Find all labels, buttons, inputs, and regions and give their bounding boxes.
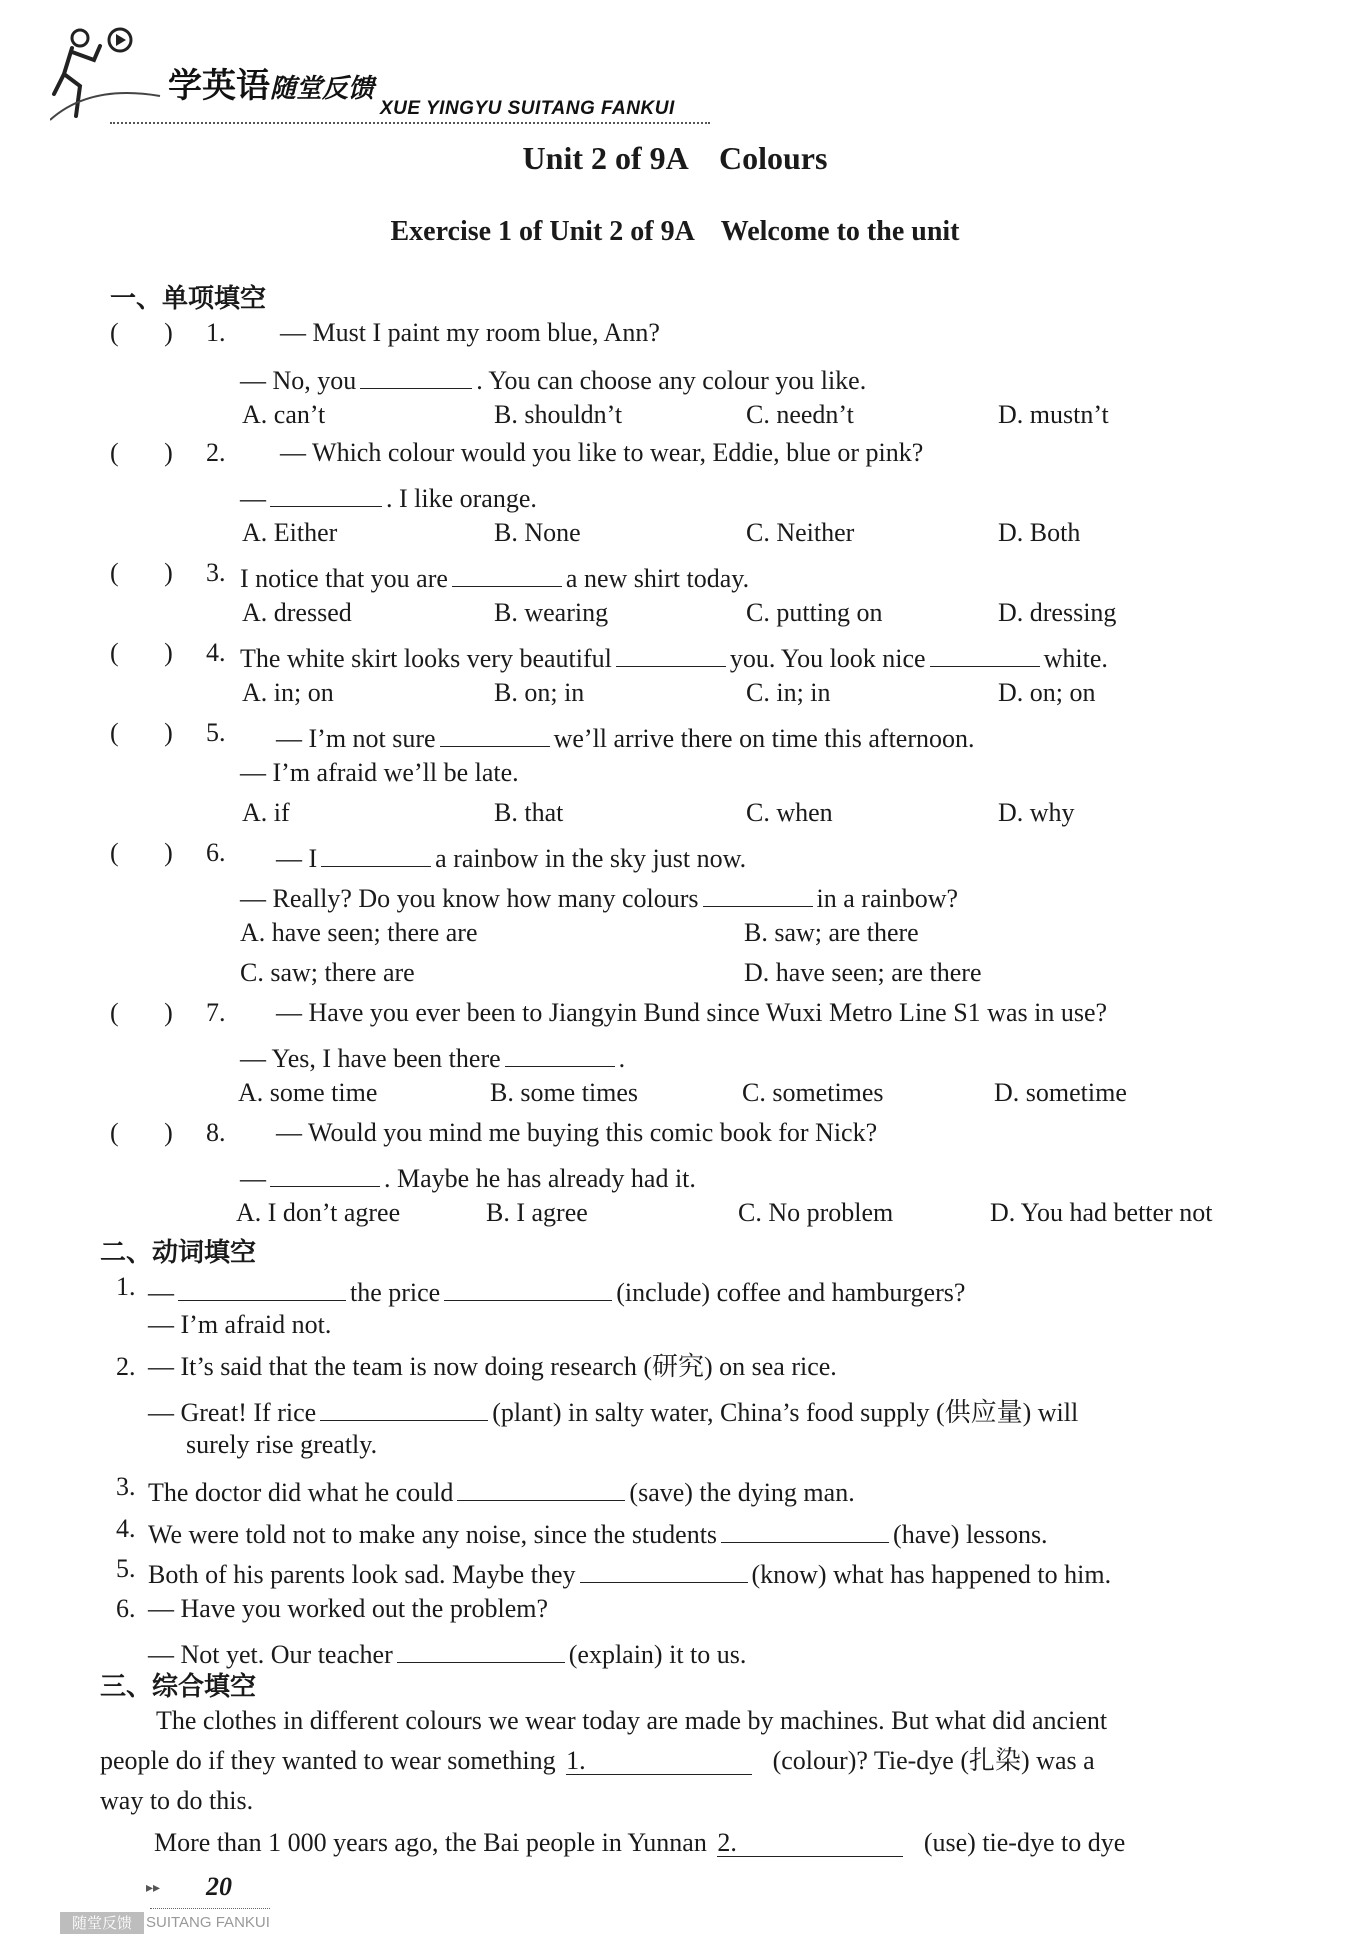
question-line: — I’m afraid we’ll be late. (240, 758, 519, 787)
question-number: 6. (206, 838, 226, 867)
option[interactable]: C. Neither (746, 518, 855, 547)
verb-fill-line: The doctor did what he could (save) the dying man. (148, 1474, 855, 1506)
question-number: 3. (206, 558, 226, 587)
question-line: The white skirt looks very beautiful you. You look nice white. (240, 640, 1108, 672)
option[interactable]: B. saw; are there (744, 918, 919, 947)
question-number: 7. (206, 998, 226, 1027)
answer-blank[interactable] (457, 1474, 625, 1501)
option[interactable]: D. dressing (998, 598, 1117, 627)
option[interactable]: D. Both (998, 518, 1081, 547)
answer-blank[interactable] (321, 840, 431, 867)
verb-fill-line: surely rise greatly. (186, 1430, 378, 1459)
option[interactable]: A. Either (242, 518, 338, 547)
answer-blank[interactable] (444, 1274, 612, 1301)
header-divider (110, 122, 710, 126)
option[interactable]: B. shouldn’t (494, 400, 623, 429)
page-header (50, 14, 690, 124)
verb-fill-line: — the price (include) coffee and hamburgers? (148, 1274, 965, 1306)
option[interactable]: D. on; on (998, 678, 1096, 707)
answer-blank[interactable] (580, 1556, 748, 1583)
cloze-line: The clothes in different colours we wear today are made by machines. But what did ancient (156, 1706, 1108, 1735)
option[interactable]: B. I agree (486, 1198, 588, 1227)
item-number: 2. (116, 1352, 136, 1381)
option[interactable]: D. have seen; are there (744, 958, 982, 987)
question-line: — Yes, I have been there . (240, 1040, 625, 1072)
header-chinese-title: 学英语随堂反馈 (168, 66, 375, 106)
section-heading-verb-fill: 二、动词填空 (100, 1238, 257, 1268)
item-number: 3. (116, 1472, 136, 1501)
answer-blank[interactable] (440, 720, 550, 747)
footer-arrow-icon: ▸▸ (146, 1880, 161, 1896)
option[interactable]: C. sometimes (742, 1078, 884, 1107)
option[interactable]: A. if (242, 798, 290, 827)
footer-divider (150, 1908, 270, 1909)
question-line: — I a rainbow in the sky just now. (276, 840, 746, 872)
cloze-line: way to do this. (100, 1786, 254, 1815)
question-line: — Have you ever been to Jiangyin Bund since Wuxi Metro Line S1 was in use? (276, 998, 1108, 1027)
question-line: — No, you . You can choose any colour you like. (240, 362, 866, 394)
answer-blank[interactable] (930, 640, 1040, 667)
answer-blank[interactable] (703, 880, 813, 907)
answer-bracket[interactable]: ( ) (110, 438, 173, 467)
option[interactable]: C. when (746, 798, 833, 827)
cloze-line: More than 1 000 years ago, the Bai people in Yunnan 2. (use) tie-dye to dye (154, 1828, 1126, 1857)
answer-blank[interactable] (397, 1636, 565, 1663)
section-heading-cloze: 三、综合填空 (100, 1672, 257, 1702)
question-number: 4. (206, 638, 226, 667)
verb-fill-line: Both of his parents look sad. Maybe they (know) what has happened to him. (148, 1556, 1111, 1588)
question-line: — I’m not sure we’ll arrive there on time this afternoon. (276, 720, 975, 752)
question-line: — Would you mind me buying this comic book for Nick? (276, 1118, 878, 1147)
item-number: 4. (116, 1514, 136, 1543)
option[interactable]: D. why (998, 798, 1075, 827)
question-number: 8. (206, 1118, 226, 1147)
option[interactable]: C. putting on (746, 598, 883, 627)
cloze-line: people do if they wanted to wear something 1. (colour)? Tie-dye (扎染) was a (100, 1746, 1095, 1775)
verb-fill-line: — Not yet. Our teacher (explain) it to us. (148, 1636, 746, 1668)
item-number: 5. (116, 1554, 136, 1583)
option[interactable]: D. mustn’t (998, 400, 1109, 429)
answer-bracket[interactable]: ( ) (110, 998, 173, 1027)
answer-blank[interactable] (178, 1274, 346, 1301)
option[interactable]: B. None (494, 518, 581, 547)
unit-title: Unit 2 of 9A Colours (522, 140, 828, 176)
answer-bracket[interactable]: ( ) (110, 318, 173, 347)
answer-bracket[interactable]: ( ) (110, 838, 173, 867)
option[interactable]: A. some time (238, 1078, 378, 1107)
option[interactable]: A. dressed (242, 598, 352, 627)
option[interactable]: C. No problem (738, 1198, 894, 1227)
question-number: 5. (206, 718, 226, 747)
question-line: — Must I paint my room blue, Ann? (280, 318, 660, 347)
verb-fill-line: — Have you worked out the problem? (148, 1594, 549, 1623)
option[interactable]: A. have seen; there are (240, 918, 478, 947)
answer-blank[interactable] (360, 362, 472, 389)
answer-blank[interactable] (616, 640, 726, 667)
page-number: 20 (206, 1872, 232, 1901)
question-line: — . Maybe he has already had it. (240, 1160, 696, 1192)
option[interactable]: A. in; on (242, 678, 334, 707)
option[interactable]: B. that (494, 798, 564, 827)
answer-blank[interactable] (270, 480, 382, 507)
question-line: — . I like orange. (240, 480, 537, 512)
option[interactable]: C. in; in (746, 678, 831, 707)
question-line: — Which colour would you like to wear, Eddie, blue or pink? (280, 438, 924, 467)
section-heading-multiple-choice: 一、单项填空 (110, 284, 267, 314)
footer-pinyin: SUITANG FANKUI (146, 1914, 270, 1931)
answer-bracket[interactable]: ( ) (110, 718, 173, 747)
question-number: 2. (206, 438, 226, 467)
answer-blank[interactable]: 2. (717, 1830, 903, 1857)
verb-fill-line: — I’m afraid not. (148, 1310, 332, 1339)
verb-fill-line: We were told not to make any noise, since the students (have) lessons. (148, 1516, 1048, 1548)
option[interactable]: C. needn’t (746, 400, 854, 429)
header-pinyin-title: XUE YINGYU SUITANG FANKUI (380, 98, 675, 119)
footer-badge: 随堂反馈 (60, 1912, 144, 1934)
answer-blank[interactable] (721, 1516, 889, 1543)
option[interactable]: B. wearing (494, 598, 609, 627)
option[interactable]: A. can’t (242, 400, 326, 429)
option[interactable]: B. on; in (494, 678, 585, 707)
answer-bracket[interactable]: ( ) (110, 1118, 173, 1147)
answer-bracket[interactable]: ( ) (110, 558, 173, 587)
exercise-title: Exercise 1 of Unit 2 of 9A Welcome to the unit (390, 216, 960, 247)
answer-blank[interactable] (320, 1394, 488, 1421)
item-number: 6. (116, 1594, 136, 1623)
option[interactable]: D. sometime (994, 1078, 1127, 1107)
question-line: I notice that you are a new shirt today. (240, 560, 749, 592)
option[interactable]: A. I don’t agree (236, 1198, 401, 1227)
question-number: 1. (206, 318, 226, 347)
answer-blank[interactable] (270, 1160, 380, 1187)
answer-bracket[interactable]: ( ) (110, 638, 173, 667)
item-number: 1. (116, 1272, 136, 1301)
option[interactable]: B. some times (490, 1078, 639, 1107)
answer-blank[interactable] (505, 1040, 615, 1067)
answer-blank[interactable] (452, 560, 562, 587)
verb-fill-line: — It’s said that the team is now doing research (研究) on sea rice. (148, 1352, 837, 1381)
question-line: — Really? Do you know how many colours in a rainbow? (240, 880, 958, 912)
option[interactable]: D. You had better not (990, 1198, 1213, 1227)
answer-blank[interactable]: 1. (566, 1748, 752, 1775)
verb-fill-line: — Great! If rice (plant) in salty water, China’s food supply (供应量) will (148, 1394, 1078, 1426)
option[interactable]: C. saw; there are (240, 958, 415, 987)
runner-logo-icon (50, 24, 170, 124)
